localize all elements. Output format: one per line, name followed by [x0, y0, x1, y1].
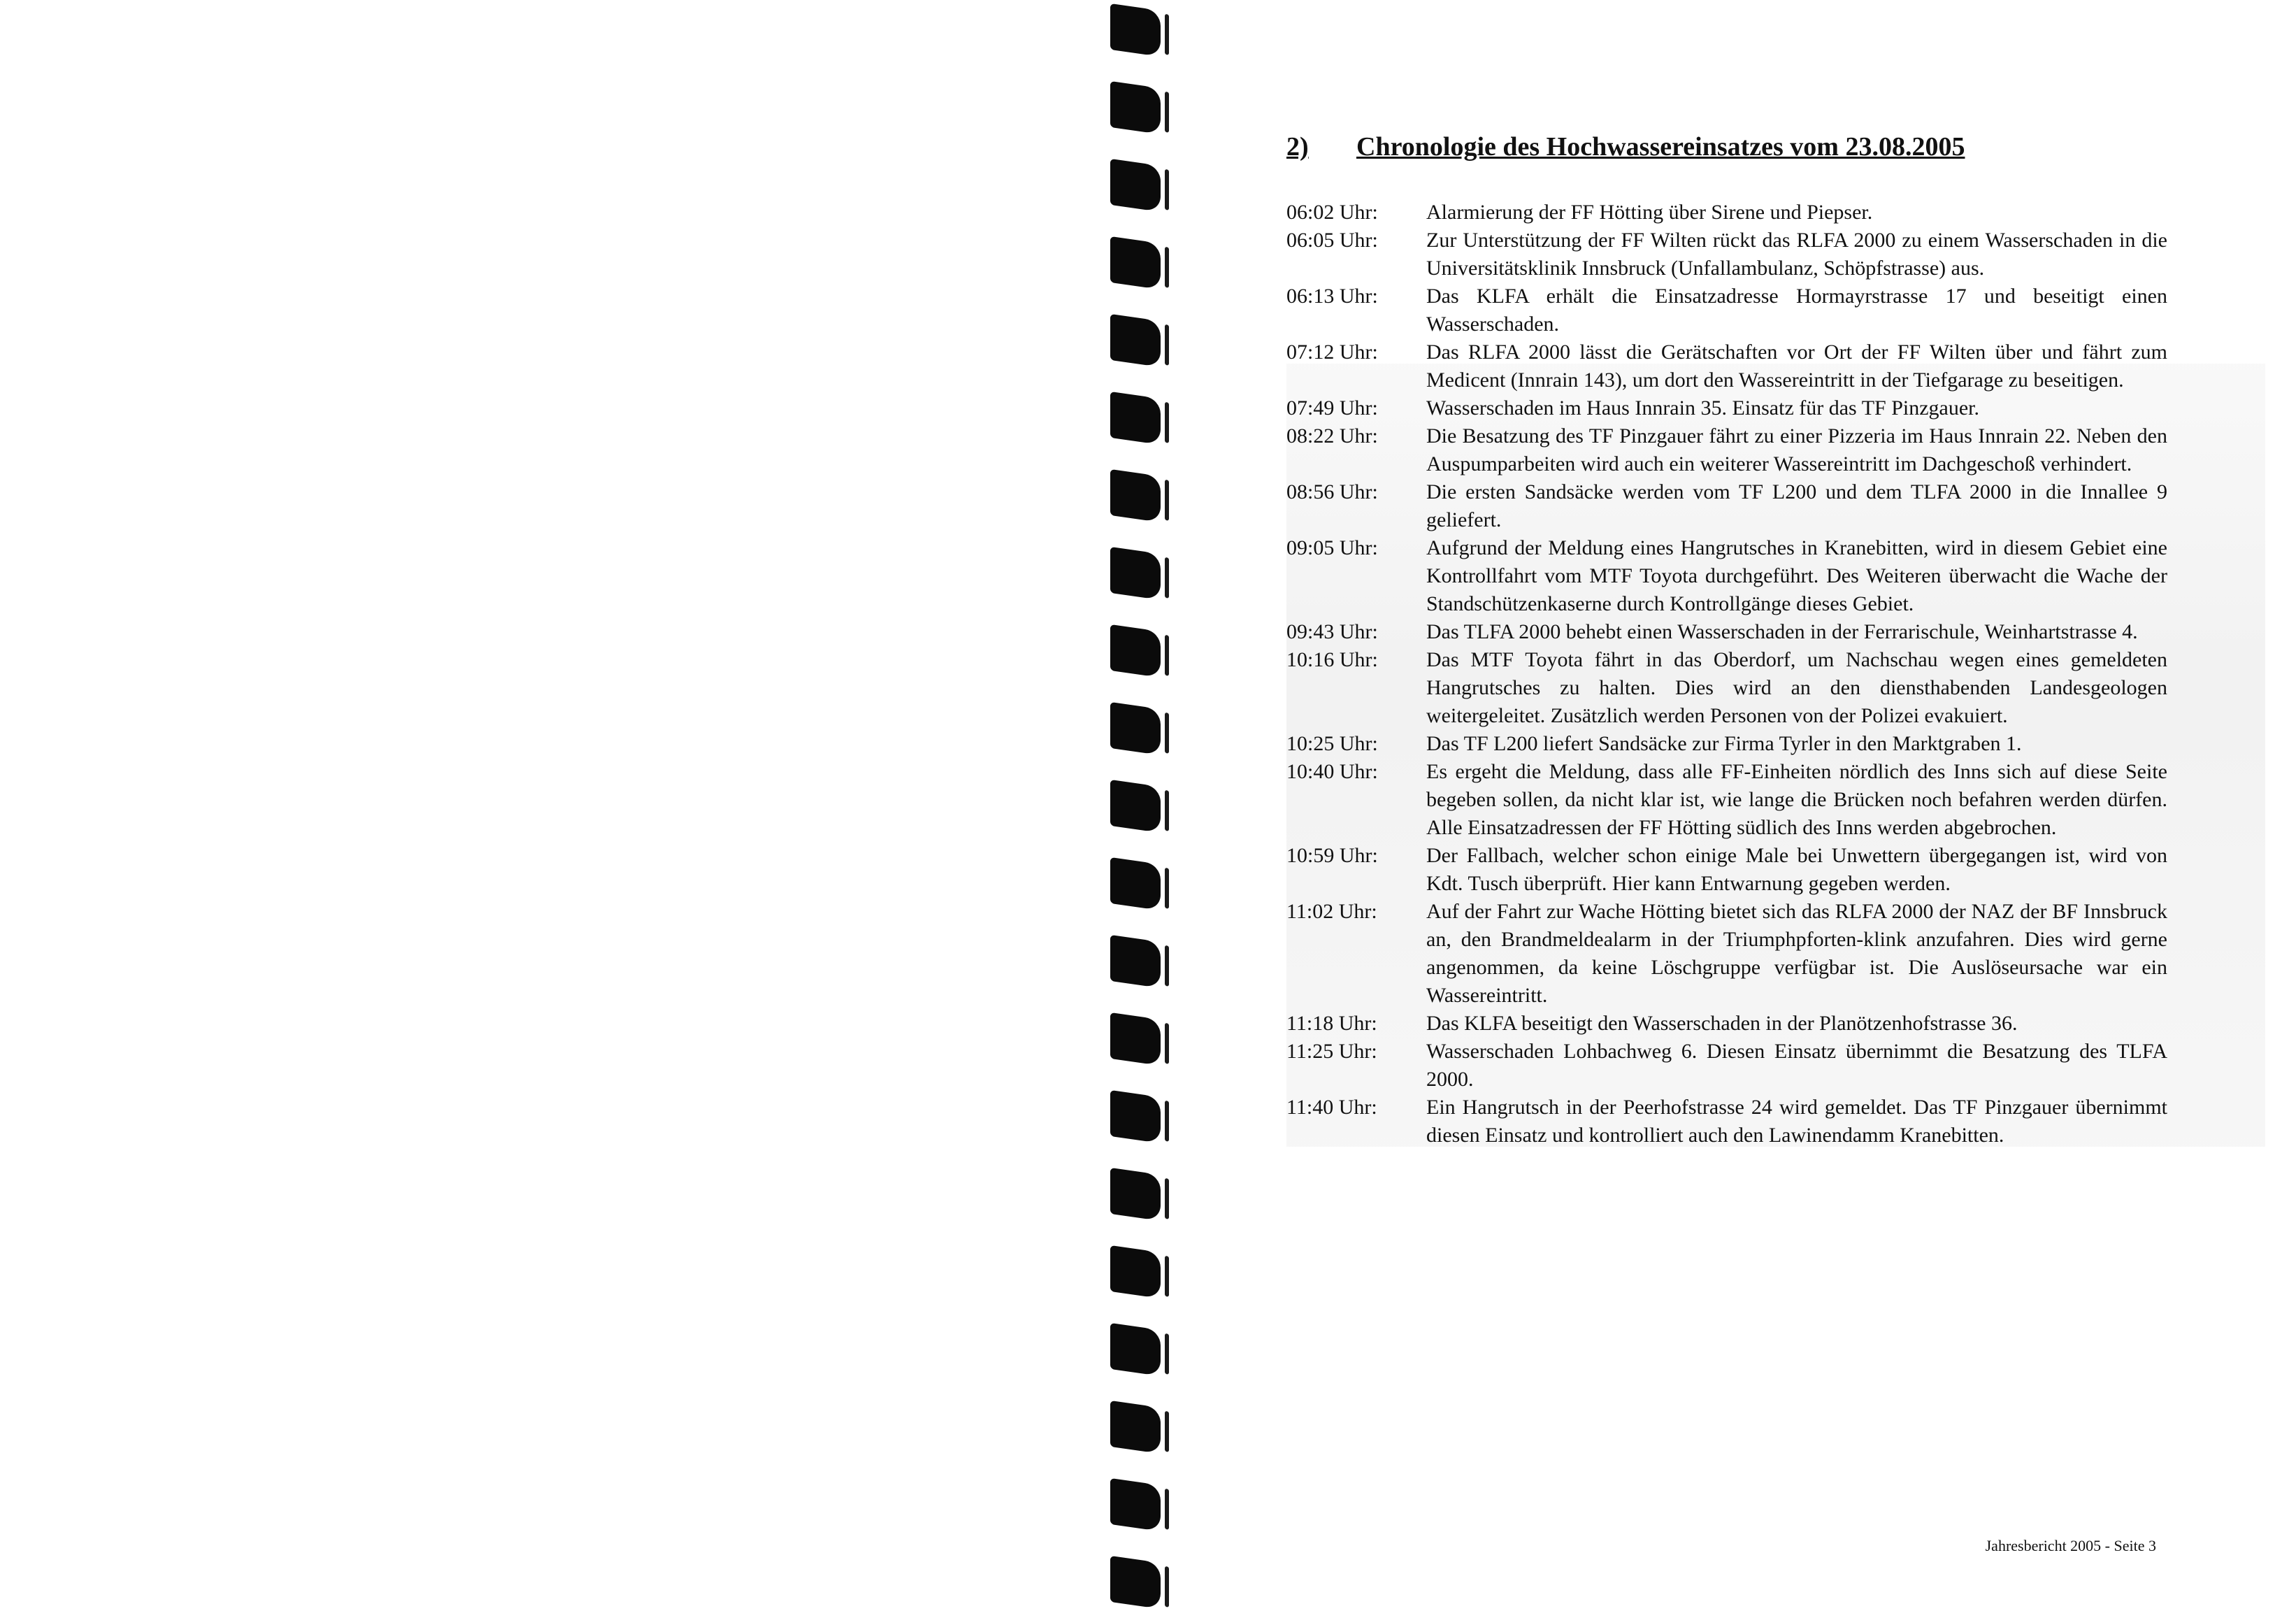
binding-ring	[1110, 857, 1161, 910]
entry-text: Ein Hangrutsch in der Peerhofstrasse 24 wird gemeldet. Das TF Pinzgauer übernimmt diesen Einsatz und kontrolliert auch den Lawinendamm Kranebitten.	[1426, 1095, 2167, 1147]
entry-text: Das KLFA beseitigt den Wasserschaden in der Planötzenhofstrasse 36.	[1426, 1011, 2018, 1035]
binding-ring	[1110, 1012, 1161, 1066]
entry-text: Alarmierung der FF Hötting über Sirene und Piepser.	[1426, 200, 1873, 224]
entry-time: 06:05 Uhr:	[1286, 228, 1378, 252]
entry-time: 06:13 Uhr:	[1286, 284, 1378, 308]
chronology-entry	[1286, 646, 2167, 730]
entry-text: Wasserschaden Lohbachweg 6. Diesen Einsatz übernimmt die Besatzung des TLFA 2000.	[1426, 1039, 2167, 1091]
binding-ring	[1110, 392, 1161, 445]
entry-text: Das MTF Toyota fährt in das Oberdorf, um Nachschau wegen eines gemeldeten Hangrutsches zu halten. Dies wird an den diensthabenden Landesgeologen weitergeleitet. Zusätzlich werden Personen von der Polizei evakuiert.	[1426, 647, 2167, 727]
binding-ring	[1110, 159, 1161, 212]
entry-text: Das KLFA erhält die Einsatzadresse Hormayrstrasse 17 und beseitigt einen Wasserschaden.	[1426, 284, 2167, 336]
chronology-entry	[1286, 898, 2167, 1010]
entry-time: 10:59 Uhr:	[1286, 843, 1378, 867]
binding-ring	[1110, 780, 1161, 833]
entry-time: 11:40 Uhr:	[1286, 1095, 1377, 1119]
chronology-entry	[1286, 422, 2167, 478]
entry-text: Die Besatzung des TF Pinzgauer fährt zu einer Pizzeria im Haus Innrain 22. Neben den Auspumparbeiten wird auch ein weiterer Wassereintritt im Dachgeschoß verhindert.	[1426, 424, 2167, 475]
binding-ring	[1110, 1168, 1161, 1221]
chronology-entry	[1286, 394, 2167, 422]
chronology-list	[1286, 199, 2167, 1150]
entry-text: Das TF L200 liefert Sandsäcke zur Firma Tyrler in den Marktgraben 1.	[1426, 731, 2022, 755]
entry-text: Es ergeht die Meldung, dass alle FF-Einheiten nördlich des Inns sich auf diese Seite begeben sollen, da nicht klar ist, wie lange die Brücken noch befahren werden dürfen. Alle Einsatzadressen der FF Hötting südlich des Inns werden abgebrochen.	[1426, 759, 2167, 839]
chronology-entry	[1286, 478, 2167, 534]
binding-ring	[1110, 3, 1161, 57]
entry-time: 10:16 Uhr:	[1286, 647, 1378, 671]
binding-ring	[1110, 1090, 1161, 1143]
entry-time: 11:02 Uhr:	[1286, 899, 1377, 923]
entry-text: Aufgrund der Meldung eines Hangrutsches in Kranebitten, wird in diesem Gebiet eine Kontrollfahrt vom MTF Toyota durchgeführt. Des Weiteren überwacht die Wache der Standschützenkaserne durch Kontrollgänge dieses Gebiet.	[1426, 536, 2167, 615]
binding-ring	[1110, 81, 1161, 134]
entry-text: Zur Unterstützung der FF Wilten rückt das RLFA 2000 zu einem Wasserschaden in die Universitätsklinik Innsbruck (Unfallambulanz, Schöpfstrasse) aus.	[1426, 228, 2167, 280]
entry-time: 10:40 Uhr:	[1286, 759, 1378, 783]
binding-ring	[1110, 1478, 1161, 1531]
binding-ring	[1110, 547, 1161, 600]
entry-time: 09:43 Uhr:	[1286, 620, 1378, 643]
chronology-entry	[1286, 338, 2167, 394]
chronology-entry	[1286, 199, 2167, 227]
chronology-entry	[1286, 1010, 2167, 1038]
chronology-entry	[1286, 1038, 2167, 1094]
binding-ring	[1110, 935, 1161, 988]
chronology-entry	[1286, 282, 2167, 338]
entry-text: Das TLFA 2000 behebt einen Wasserschaden in der Ferrarischule, Weinhartstrasse 4.	[1426, 620, 2138, 643]
entry-text: Auf der Fahrt zur Wache Hötting bietet sich das RLFA 2000 der NAZ der BF Innsbruck an, den Brandmeldealarm in der Triumphpforten-klink anzufahren. Dies wird gerne angenommen, da keine Löschgruppe verfügbar ist. Die Auslöseursache war ein Wassereintritt.	[1426, 899, 2167, 1007]
chronology-entry	[1286, 618, 2167, 646]
page-content	[1286, 133, 2167, 1150]
binding-ring	[1110, 469, 1161, 522]
chronology-entry	[1286, 842, 2167, 898]
section-heading	[1286, 133, 2167, 162]
entry-time: 06:02 Uhr:	[1286, 200, 1378, 224]
chronology-entry	[1286, 758, 2167, 842]
chronology-entry	[1286, 1094, 2167, 1150]
binding-ring	[1110, 702, 1161, 755]
entry-time: 09:05 Uhr:	[1286, 536, 1378, 559]
spiral-binding	[1098, 0, 1182, 1618]
entry-text: Wasserschaden im Haus Innrain 35. Einsatz für das TF Pinzgauer.	[1426, 396, 1980, 420]
section-number: 2)	[1286, 132, 1309, 162]
binding-ring	[1110, 236, 1161, 289]
chronology-entry	[1286, 730, 2167, 758]
binding-ring	[1110, 1556, 1161, 1609]
entry-time: 11:18 Uhr:	[1286, 1011, 1377, 1035]
entry-time: 07:49 Uhr:	[1286, 396, 1378, 420]
binding-ring	[1110, 624, 1161, 678]
left-blank-page	[0, 0, 1119, 1618]
binding-ring	[1110, 1245, 1161, 1298]
entry-text: Der Fallbach, welcher schon einige Male bei Unwettern übergegangen ist, wird von Kdt. Tusch überprüft. Hier kann Entwarnung gegeben werden.	[1426, 843, 2167, 895]
entry-time: 07:12 Uhr:	[1286, 340, 1378, 364]
entry-time: 11:25 Uhr:	[1286, 1039, 1377, 1063]
entry-time: 10:25 Uhr:	[1286, 731, 1378, 755]
right-page	[1189, 0, 2296, 1618]
binding-ring	[1110, 1401, 1161, 1454]
page-footer: Jahresbericht 2005 - Seite 3	[1985, 1537, 2156, 1554]
chronology-entry	[1286, 227, 2167, 282]
chronology-entry	[1286, 534, 2167, 618]
binding-ring	[1110, 1323, 1161, 1376]
entry-text: Das RLFA 2000 lässt die Gerätschaften vor Ort der FF Wilten über und fährt zum Medicent (Innrain 143), um dort den Wassereintritt in der Tiefgarage zu beseitigen.	[1426, 340, 2167, 392]
section-title: Chronologie des Hochwassereinsatzes vom 23.08.2005	[1356, 132, 1965, 162]
entry-time: 08:56 Uhr:	[1286, 480, 1378, 503]
entry-text: Die ersten Sandsäcke werden vom TF L200 und dem TLFA 2000 in die Innallee 9 geliefert.	[1426, 480, 2167, 531]
entry-time: 08:22 Uhr:	[1286, 424, 1378, 448]
binding-ring	[1110, 314, 1161, 367]
